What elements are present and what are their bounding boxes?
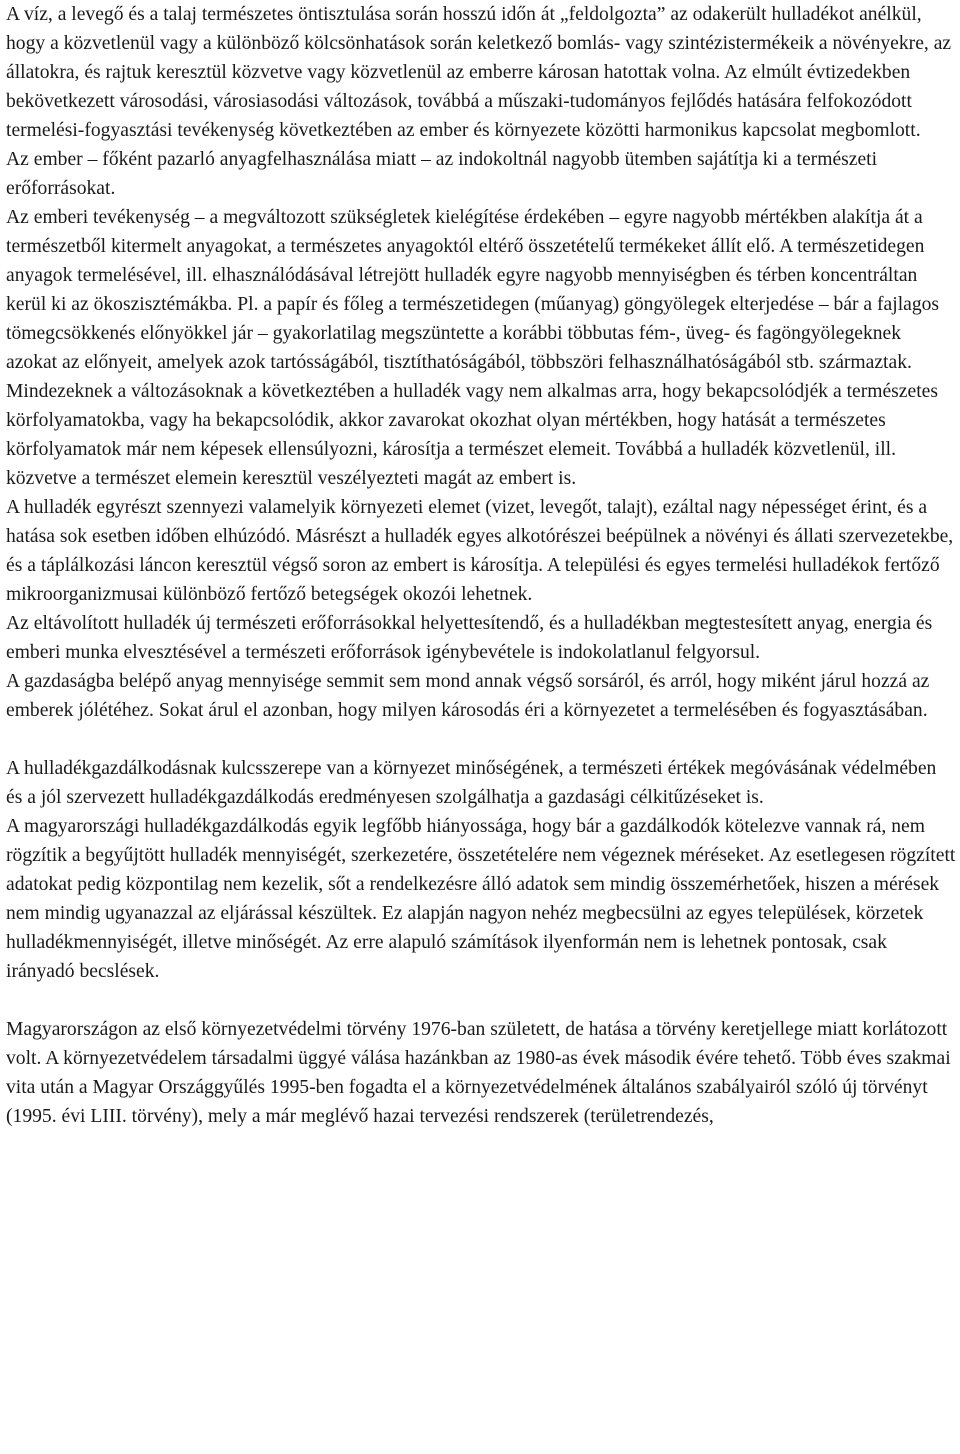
- paragraph-6: Az eltávolított hulladék új természeti erőforrásokkal helyettesítendő, és a hulladékban megtestesített anyag, energia és emberi munka elvesztésével a természeti erőforrások igénybevétele is indokolatlanul felgyorsul.: [6, 613, 933, 663]
- paragraph-1: A víz, a levegő és a talaj természetes öntisztulása során hosszú időn át „feldolgozta” az odakerült hulladékot anélkül, hogy a közvetlenül vagy a különböző kölcsönhatások során keletkező bomlás- vagy szintézistermékeik a növényekre, az állatokra, és rajtuk keresztül közvetve vagy közvetlenül az emberre károsan hatottak volna. Az elmúlt évtizedekben bekövetkezett városodási, városiasodási változások, továbbá a műszaki-tudományos fejlődés hatására felfokozódott termelési-fogyasztási tevékenység következtében az ember és környezete közötti harmonikus kapcsolat megbomlott.: [6, 4, 952, 141]
- paragraph-5: A hulladék egyrészt szennyezi valamelyik környezeti elemet (vizet, levegőt, talajt), ezáltal nagy népességet érint, és a hatása sok esetben időben elhúzódó. Másrészt a hulladék egyes alkotórészei beépülnek a növényi és állati szervezetekbe, és a táplálkozási láncon keresztül végső soron az embert is károsítja. A települési és egyes termelési hulladékok fertőző mikroorganizmusai különböző fertőző betegségek okozói lehetnek.: [6, 497, 954, 605]
- paragraph-9: A magyarországi hulladékgazdálkodás egyik legfőbb hiányossága, hogy bár a gazdálkodók kötelezve vannak rá, nem rögzítik a begyűjtött hulladék mennyiségét, szerkezetére, összetételére nem végeznek méréseket. Az esetlegesen rögzített adatokat pedig központilag nem kezelik, sőt a rendelkezésre álló adatok sem mindig összemérhetőek, hiszen a mérések nem mindig ugyanazzal az eljárással készültek. Ez alapján nagyon nehéz megbecsülni az egyes települések, körzetek hulladékmennyiségét, illetve minőségét. Az erre alapuló számítások ilyenformán nem is lehetnek pontosak, csak irányadó becslések.: [6, 816, 956, 982]
- paragraph-8: A hulladékgazdálkodásnak kulcsszerepe van a környezet minőségének, a természeti értékek megóvásának védelmében és a jól szervezett hulladékgazdálkodás eredményesen szolgálhatja a gazdasági célkitűzéseket is.: [6, 758, 937, 808]
- paragraph-3: Az emberi tevékenység – a megváltozott szükségletek kielégítése érdekében – egyre nagyobb mértékben alakítja át a természetből kitermelt anyagokat, a természetes anyagoktól eltérő összetételű termékeket állít elő. A természetidegen anyagok termelésével, ill. elhasználódásával létrejött hulladék egyre nagyobb mennyiségben és térben koncentráltan kerül ki az ökoszisztémákba. Pl. a papír és főleg a természetidegen (műanyag) göngyölegek elterjedése – bár a fajlagos tömegcsökkenés előnyökkel jár – gyakorlatilag megszüntette a korábbi többutas fém-, üveg- és fagöngyölegeknek azokat az előnyeit, amelyek azok tartósságából, tisztíthatóságából, többszöri felhasználhatóságából stb. származtak.: [6, 207, 940, 373]
- paragraph-2: Az ember – főként pazarló anyagfelhasználása miatt – az indokoltnál nagyobb ütemben sajátítja ki a természeti erőforrásokat.: [6, 149, 878, 199]
- paragraph-7: A gazdaságba belépő anyag mennyisége semmit sem mond annak végső sorsáról, és arról, hogy miként járul hozzá az emberek jólétéhez. Sokat árul el azonban, hogy milyen károsodás éri a környezetet a termelésében és fogyasztásában.: [6, 671, 930, 721]
- paragraph-4: Mindezeknek a változásoknak a következtében a hulladék vagy nem alkalmas arra, hogy bekapcsolódjék a természetes körfolyamatokba, vagy ha bekapcsolódik, akkor zavarokat okozhat olyan mértékben, hogy hatását a természetes körfolyamatok már nem képesek ellensúlyozni, károsítja a természet elemeit. Továbbá a hulladék közvetlenül, ill. közvetve a természet elemein keresztül veszélyezteti magát az embert is.: [6, 381, 938, 489]
- document-page: [6, 0, 956, 1454]
- paragraph-10: Magyarországon az első környezetvédelmi törvény 1976-ban született, de hatása a törvény keretjellege miatt korlátozott volt. A környezetvédelem társadalmi üggyé válása hazánkban az 1980-as évek második évére tehető. Több éves szakmai vita után a Magyar Országgyűlés 1995-ben fogadta el a környezetvédelmének általános szabályairól szóló új törvényt (1995. évi LIII. törvény), mely a már meglévő hazai tervezési rendszerek (területrendezés,: [6, 1019, 951, 1127]
